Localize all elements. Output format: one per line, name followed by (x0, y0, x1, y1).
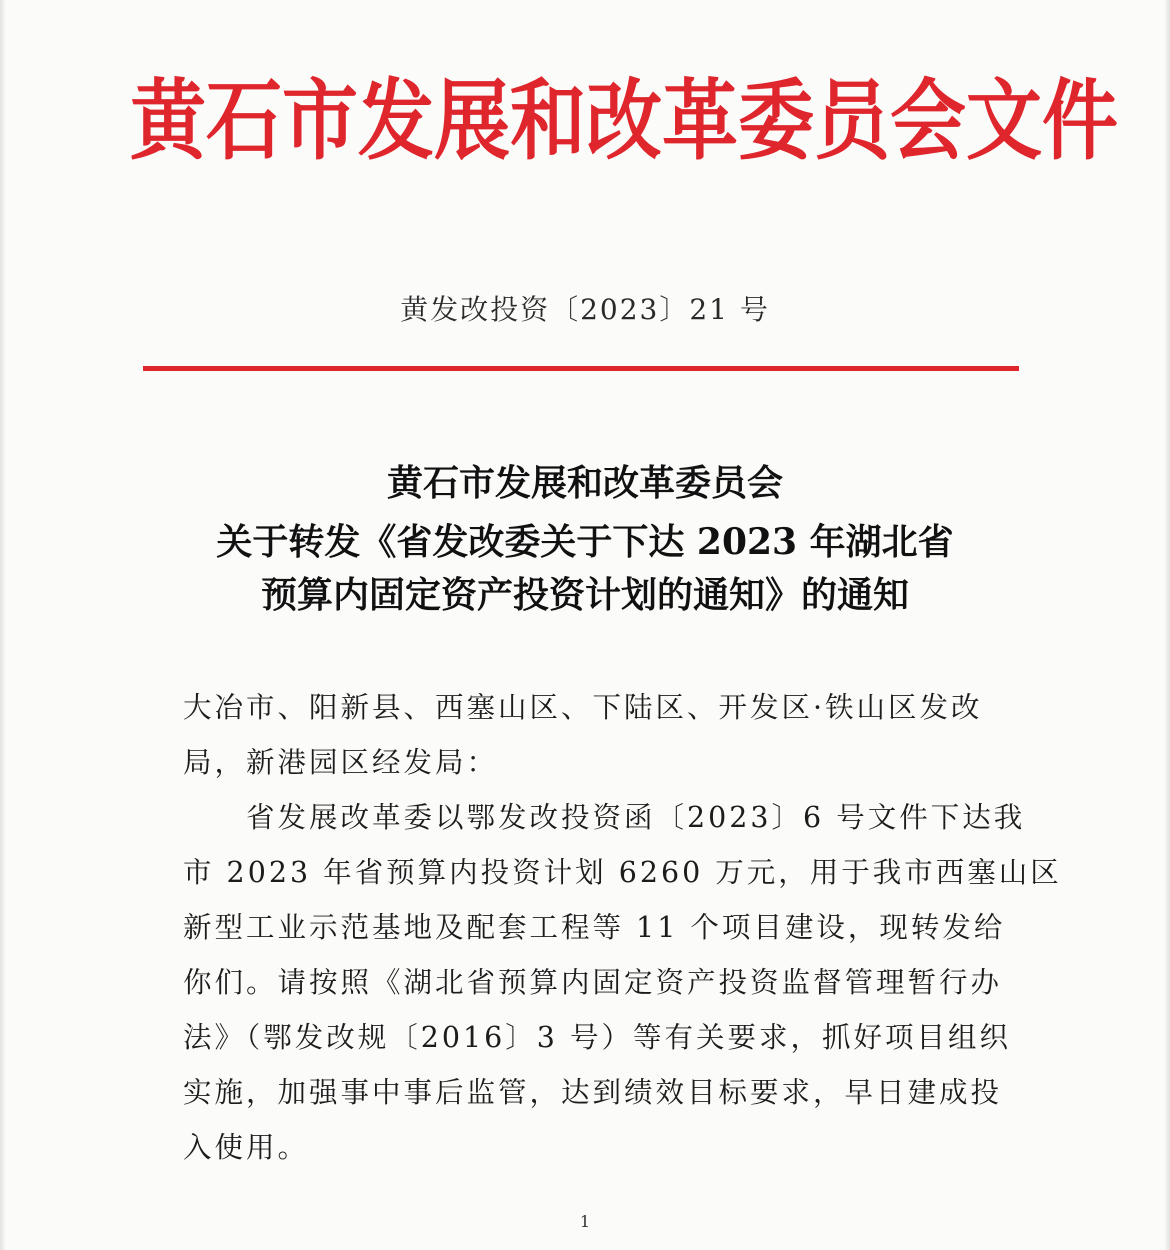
document-masthead: 黄石市发展和改革委员会文件 (130, 69, 1118, 172)
page-edge-shadow-left (0, 0, 6, 1250)
body-line: 实施，加强事中事后监管，达到绩效目标要求，早日建成投 (183, 1076, 1003, 1109)
document-title-line-1: 黄石市发展和改革委员会 (386, 462, 783, 504)
body-line: 市 2023 年省预算内投资计划 6260 万元，用于我市西塞山区 (183, 856, 1062, 889)
body-line: 入使用。 (183, 1131, 310, 1164)
body-line: 省发展改革委以鄂发改投资函〔2023〕6 号文件下达我 (183, 801, 1026, 834)
body-line-recipients-1: 大冶市、阳新县、西塞山区、下陆区、开发区·铁山区发改 (183, 691, 983, 724)
body-line: 你们。请按照《湖北省预算内固定资产投资监督管理暂行办 (183, 966, 1003, 999)
red-divider-line (143, 366, 1019, 371)
page-number: 1 (579, 1212, 591, 1231)
body-line: 新型工业示范基地及配套工程等 11 个项目建设，现转发给 (183, 911, 1006, 944)
document-title-line-2: 关于转发《省发改委关于下达 2023 年湖北省 (216, 521, 954, 563)
page-edge-shadow-right (1164, 0, 1170, 1250)
document-number: 黄发改投资〔2023〕21 号 (400, 293, 770, 326)
body-line: 法》（鄂发改规〔2016〕3 号）等有关要求，抓好项目组织 (183, 1021, 1011, 1054)
document-title-line-3: 预算内固定资产投资计划的通知》的通知 (260, 574, 909, 616)
body-line-recipients-2: 局，新港园区经发局： (183, 746, 499, 779)
